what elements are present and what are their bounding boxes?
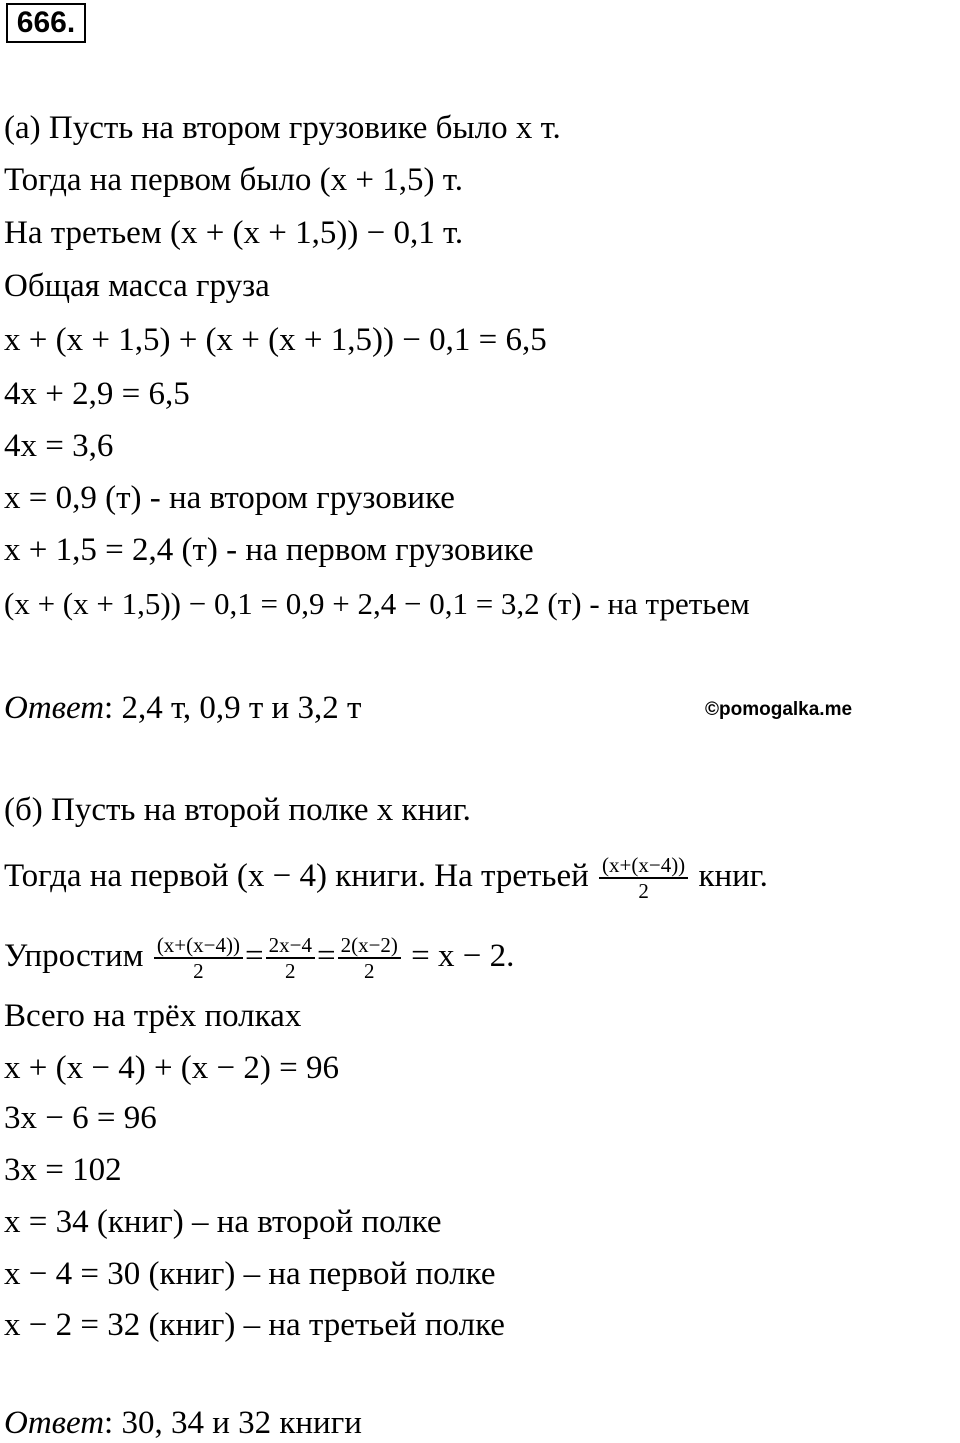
- fraction-1: [154, 933, 243, 983]
- part-b-line-3: [4, 926, 514, 986]
- simplify-label: Упростим: [4, 938, 144, 974]
- part-b-line-7: 3x = 102: [4, 1152, 122, 1188]
- part-a-line-7: 4x = 3,6: [4, 428, 114, 464]
- part-a-answer: [4, 688, 361, 728]
- fraction-2: [266, 933, 315, 983]
- fraction-numerator: (x+(x−4)): [599, 853, 688, 879]
- copyright-watermark: ©pomogalka.me: [705, 699, 853, 720]
- part-a-line-10: (x + (x + 1,5)) − 0,1 = 0,9 + 2,4 − 0,1 = 3,2 (т) - на третьем: [4, 586, 750, 621]
- part-b-line-2-text: Тогда на первой (x − 4) книги. На третьей: [4, 858, 589, 894]
- answer-label: Ответ: [4, 1405, 105, 1441]
- part-b-line-2: [4, 846, 768, 906]
- answer-label: Ответ: [4, 690, 105, 726]
- part-b-line-6: 3x − 6 = 96: [4, 1100, 157, 1136]
- part-a-line-1: (а) Пусть на втором грузовике было x т.: [4, 110, 561, 146]
- problem-number: 666.: [6, 3, 86, 43]
- part-a-line-5: x + (x + 1,5) + (x + (x + 1,5)) − 0,1 = 6,5: [4, 322, 547, 358]
- part-a-line-8: x = 0,9 (т) - на втором грузовике: [4, 480, 455, 516]
- part-b-line-10: x − 2 = 32 (книг) – на третьей полке: [4, 1307, 505, 1343]
- fraction-3: [338, 933, 401, 983]
- part-b-line-1: (б) Пусть на второй полке x книг.: [4, 792, 471, 828]
- part-a-line-9: x + 1,5 = 2,4 (т) - на первом грузовике: [4, 532, 534, 568]
- fraction-denominator: 2: [638, 879, 649, 904]
- fraction-2-denominator: 2: [285, 959, 296, 984]
- part-a-line-6: 4x + 2,9 = 6,5: [4, 376, 190, 412]
- part-a-line-4: Общая масса груза: [4, 268, 270, 304]
- fraction-2-numerator: 2x−4: [266, 933, 315, 959]
- equals-sign-1: =: [244, 938, 264, 974]
- fraction-3-denominator: 2: [364, 959, 375, 984]
- part-a-line-3: На третьем (x + (x + 1,5)) − 0,1 т.: [4, 215, 464, 251]
- fraction-3-numerator: 2(x−2): [338, 933, 401, 959]
- part-a-line-2: Тогда на первом было (x + 1,5) т.: [4, 162, 463, 198]
- answer-text: : 30, 34 и 32 книги: [104, 1405, 362, 1441]
- equals-sign-2: =: [316, 938, 336, 974]
- fraction-1-numerator: (x+(x−4)): [154, 933, 243, 959]
- part-b-line-4: Всего на трёх полках: [4, 998, 302, 1034]
- part-b-line-2-end: книг.: [698, 858, 768, 894]
- fraction-third-shelf: [599, 853, 688, 903]
- part-b-line-5: x + (x − 4) + (x − 2) = 96: [4, 1050, 340, 1086]
- answer-text: : 2,4 т, 0,9 т и 3,2 т: [104, 690, 362, 726]
- fraction-1-denominator: 2: [193, 959, 204, 984]
- simplify-result: = x − 2.: [411, 938, 515, 974]
- part-b-answer: [4, 1403, 362, 1443]
- part-b-line-8: x = 34 (книг) – на второй полке: [4, 1204, 442, 1240]
- part-b-line-9: x − 4 = 30 (книг) – на первой полке: [4, 1256, 496, 1292]
